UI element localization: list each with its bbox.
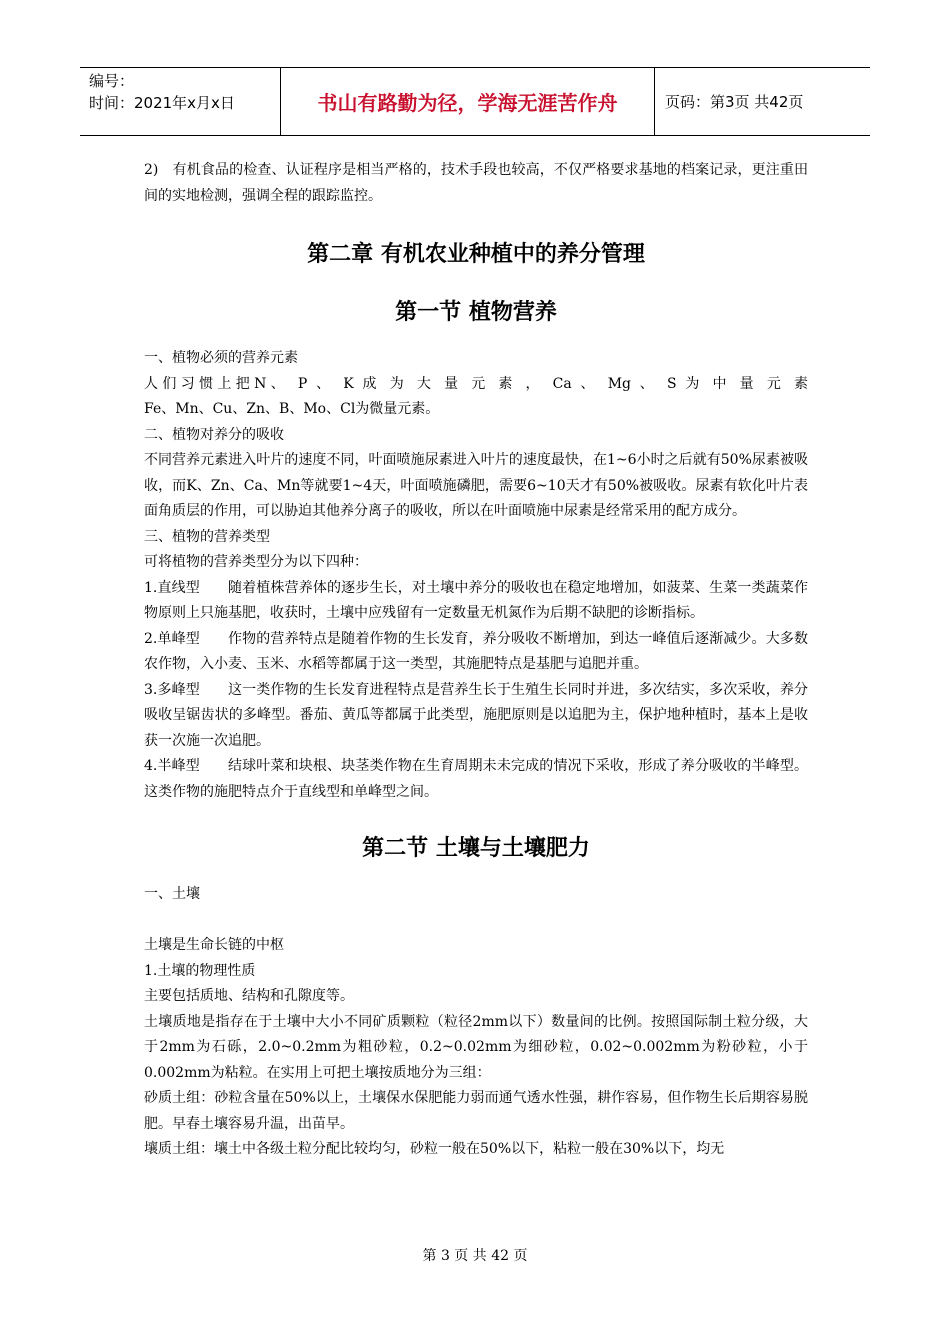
page-header	[80, 67, 870, 136]
type-linear	[144, 576, 808, 627]
header-page-info: 页码：第3页 共42页	[665, 93, 804, 111]
type-label: 1.直线型	[144, 579, 200, 596]
type-label: 4.半峰型	[144, 758, 200, 774]
type-text: 这一类作物的生长发育进程特点是营养生长于生殖生长同时并进，多次结实，多次采收，养分吸收呈锯齿状的多峰型。番茄、黄瓜等都属于此类型，施肥原则是以追肥为主，保护地种植时，基本上是收获一次施一次追肥。	[144, 681, 809, 749]
section-title-soil-fertility: 第二节 土壤与土壤肥力	[362, 836, 590, 861]
document-body	[144, 158, 808, 1163]
paragraph-loam-soil: 壤质土组：壤土中各级土粒分配比较均匀，砂粒一般在50%以下，粘粒一般在30%以下，均无	[144, 1141, 725, 1157]
paragraph-soil-properties: 主要包括质地、结构和孔隙度等。	[144, 988, 354, 1004]
subheading-nutrient-absorption: 二、植物对养分的吸收	[144, 426, 284, 443]
section-title-plant-nutrition: 第一节 植物营养	[395, 300, 557, 325]
blank-line	[144, 908, 808, 934]
paragraph-sandy-soil: 砂质土组：砂粒含量在50%以上，土壤保水保肥能力弱而通气透水性强，耕作容易，但作物生长后期容易脱肥。早春土壤容易升温，出苗早。	[144, 1090, 808, 1132]
header-motto: 书山有路勤为径，学海无涯苦作舟	[281, 68, 655, 135]
paragraph-soil-texture: 土壤质地是指存在于土壤中大小不同矿质颗粒（粒径2mm以下）数量间的比例。按照国际制土粒分级，大于2mm为石砾，2.0~0.2mm为粗砂粒，0.2~0.02mm为细砂粒，0.02~0.002mm为粉砂粒，小于0.002mm为粘粒。在实用上可把土壤按质地分为三组：	[144, 1013, 808, 1081]
intro-paragraph: 2) 有机食品的检查、认证程序是相当严格的，技术手段也较高，不仅严格要求基地的档案记录，更注重田间的实地检测，强调全程的跟踪监控。	[144, 162, 808, 204]
subheading-nutrition-types: 三、植物的营养类型	[144, 528, 270, 545]
type-label: 3.多峰型	[144, 681, 200, 698]
subheading-soil: 一、土壤	[144, 886, 200, 902]
type-single-peak	[144, 627, 808, 678]
page-footer: 第 3 页 共 42 页	[422, 1248, 528, 1264]
subheading-essential-elements: 一、植物必须的营养元素	[144, 350, 298, 366]
document-date-label: 时间：2021年x月x日	[89, 94, 235, 112]
header-meta	[80, 68, 281, 135]
paragraph-soil-center: 土壤是生命长链的中枢	[144, 937, 284, 953]
type-label: 2.单峰型	[144, 630, 200, 647]
chapter-title: 第二章 有机农业种植中的养分管理	[307, 242, 645, 267]
document-number-label: 编号：	[89, 72, 135, 90]
paragraph-elements-line2: Fe、Mn、Cu、Zn、B、Mo、Cl为微量元素。	[144, 401, 440, 417]
type-multi-peak	[144, 678, 808, 755]
type-text: 作物的营养特点是随着作物的生长发育，养分吸收不断增加，到达一峰值后逐渐减少。大多数农作物，入小麦、玉米、水稻等都属于这一类型，其施肥特点是基肥与追肥并重。	[144, 630, 809, 672]
paragraph-absorption: 不同营养元素进入叶片的速度不同，叶面喷施尿素进入叶片的速度最快，在1~6小时之后就有50%尿素被吸收，而K、Zn、Ca、Mn等就要1~4天，叶面喷施磷肥，需要6~10天才有50%被吸收。尿素有软化叶片表面角质层的作用，可以胁迫其他养分离子的吸收，所以在叶面喷施中尿素是经常采用的配方成分。	[144, 452, 808, 519]
paragraph-soil-physical: 1.土壤的物理性质	[144, 962, 256, 979]
type-text: 随着植株营养体的逐步生长，对土壤中养分的吸收也在稳定地增加，如菠菜、生菜一类蔬菜作物原则上只施基肥，收获时，土壤中应残留有一定数量无机氮作为后期不缺肥的诊断指标。	[144, 579, 809, 621]
type-half-peak	[144, 754, 808, 805]
paragraph-types-intro: 可将植物的营养类型分为以下四种：	[144, 554, 368, 570]
type-text: 结球叶菜和块根、块茎类作物在生育周期未未完成的情况下采收，形成了养分吸收的半峰型。这类作物的施肥特点介于直线型和单峰型之间。	[144, 758, 809, 800]
paragraph-elements-line1: 人们习惯上把N、 P 、 K 成 为 大 量 元 素 ， Ca 、 Mg 、 S 为 中 量 元 素	[144, 375, 808, 392]
